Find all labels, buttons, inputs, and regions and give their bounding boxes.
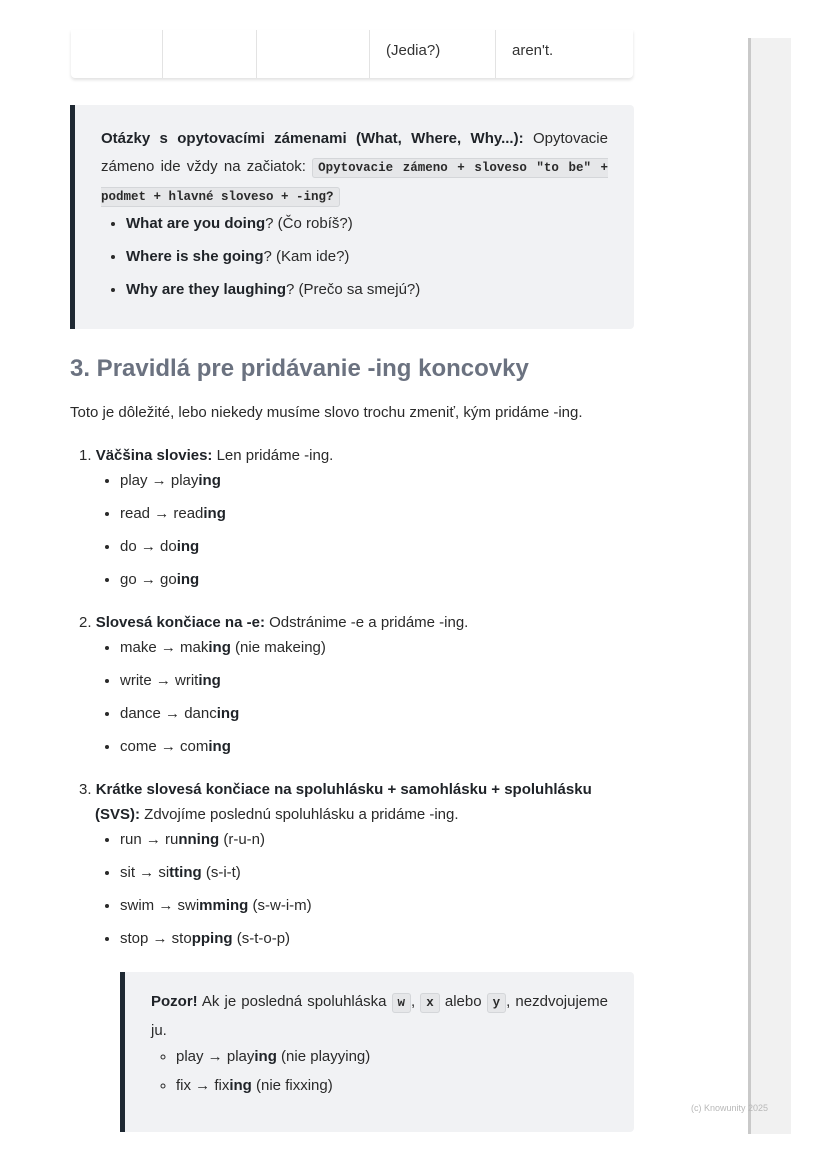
list-item: • come → coming — [120, 734, 639, 767]
list-item: • dance → dancing — [120, 701, 639, 734]
list-item: • run → running (r-u-n) — [120, 827, 639, 860]
list-item: • make → making (nie makeing) — [120, 635, 639, 668]
code-w: w — [392, 993, 412, 1013]
formula-code: Opytovacie zámeno + sloveso "to be" + podmet + hlavné sloveso + -ing? — [101, 158, 608, 207]
code-y: y — [487, 993, 507, 1013]
callout-title: Otázky s opytovacími zámenami (What, Where, Why...): — [101, 130, 524, 147]
rule-item — [79, 443, 639, 600]
list-item: • Why are they laughing? (Prečo sa smejú?) — [126, 277, 608, 310]
warning-list — [151, 1044, 608, 1102]
table-last-row — [71, 30, 633, 78]
rule-heading: 1. Väčšina slovies: Len pridáme -ing. — [79, 447, 334, 464]
list-item: • What are you doing? (Čo robíš?) — [126, 211, 608, 244]
list-item: • sit → sitting (s-i-t) — [120, 860, 639, 893]
section-intro: Toto je dôležité, lebo niekedy musíme slovo trochu zmeniť, kým pridáme -ing. — [70, 404, 583, 421]
list-item: • stop → stopping (s-t-o-p) — [120, 926, 639, 959]
list-item: • read → reading — [120, 501, 639, 534]
rule-examples — [79, 635, 639, 767]
callout-body: Opytovacie zámeno ide vždy na začiatok: — [101, 130, 608, 175]
table-cell — [163, 30, 257, 78]
list-item: • Where is she going? (Kam ide?) — [126, 244, 608, 277]
rule-examples — [79, 468, 639, 600]
section-heading: 3. Pravidlá pre pridávanie -ing koncovky — [70, 355, 529, 382]
rule-item — [79, 610, 639, 767]
scrollbar[interactable] — [748, 38, 791, 1134]
list-item: • go → going — [120, 567, 639, 600]
rule-examples — [79, 827, 639, 959]
list-item: ◦ play → playing (nie playying) — [176, 1044, 608, 1073]
callout-question-words — [70, 105, 634, 329]
list-item: • swim → swimming (s-w-i-m) — [120, 893, 639, 926]
rule-item — [79, 777, 639, 959]
table-cell: aren't. — [512, 42, 554, 59]
callout-text — [101, 125, 608, 211]
table-cell — [71, 30, 163, 78]
rule-heading: 3. Krátke slovesá končiace na spoluhlásku + samohlásku + spoluhlásku (SVS): Zdvojíme poslednú spoluhlásku a pridáme -ing. — [79, 781, 592, 823]
callout-warning — [120, 972, 634, 1132]
example-list — [101, 211, 608, 310]
copyright-footer: (c) Knowunity 2025 — [691, 1103, 769, 1113]
list-item: • write → writing — [120, 668, 639, 701]
list-item: • play → playing — [120, 468, 639, 501]
list-item: • do → doing — [120, 534, 639, 567]
rule-heading: 2. Slovesá končiace na -e: Odstránime -e a pridáme -ing. — [79, 614, 469, 631]
code-x: x — [420, 993, 440, 1013]
warning-text: Pozor! Ak je posledná spoluhláska w , x alebo y , nezdvojujeme ju. — [151, 993, 608, 1039]
list-item: ◦ fix → fixing (nie fixxing) — [176, 1073, 608, 1102]
table-cell — [257, 30, 370, 78]
table-cell: (Jedia?) — [370, 30, 496, 78]
